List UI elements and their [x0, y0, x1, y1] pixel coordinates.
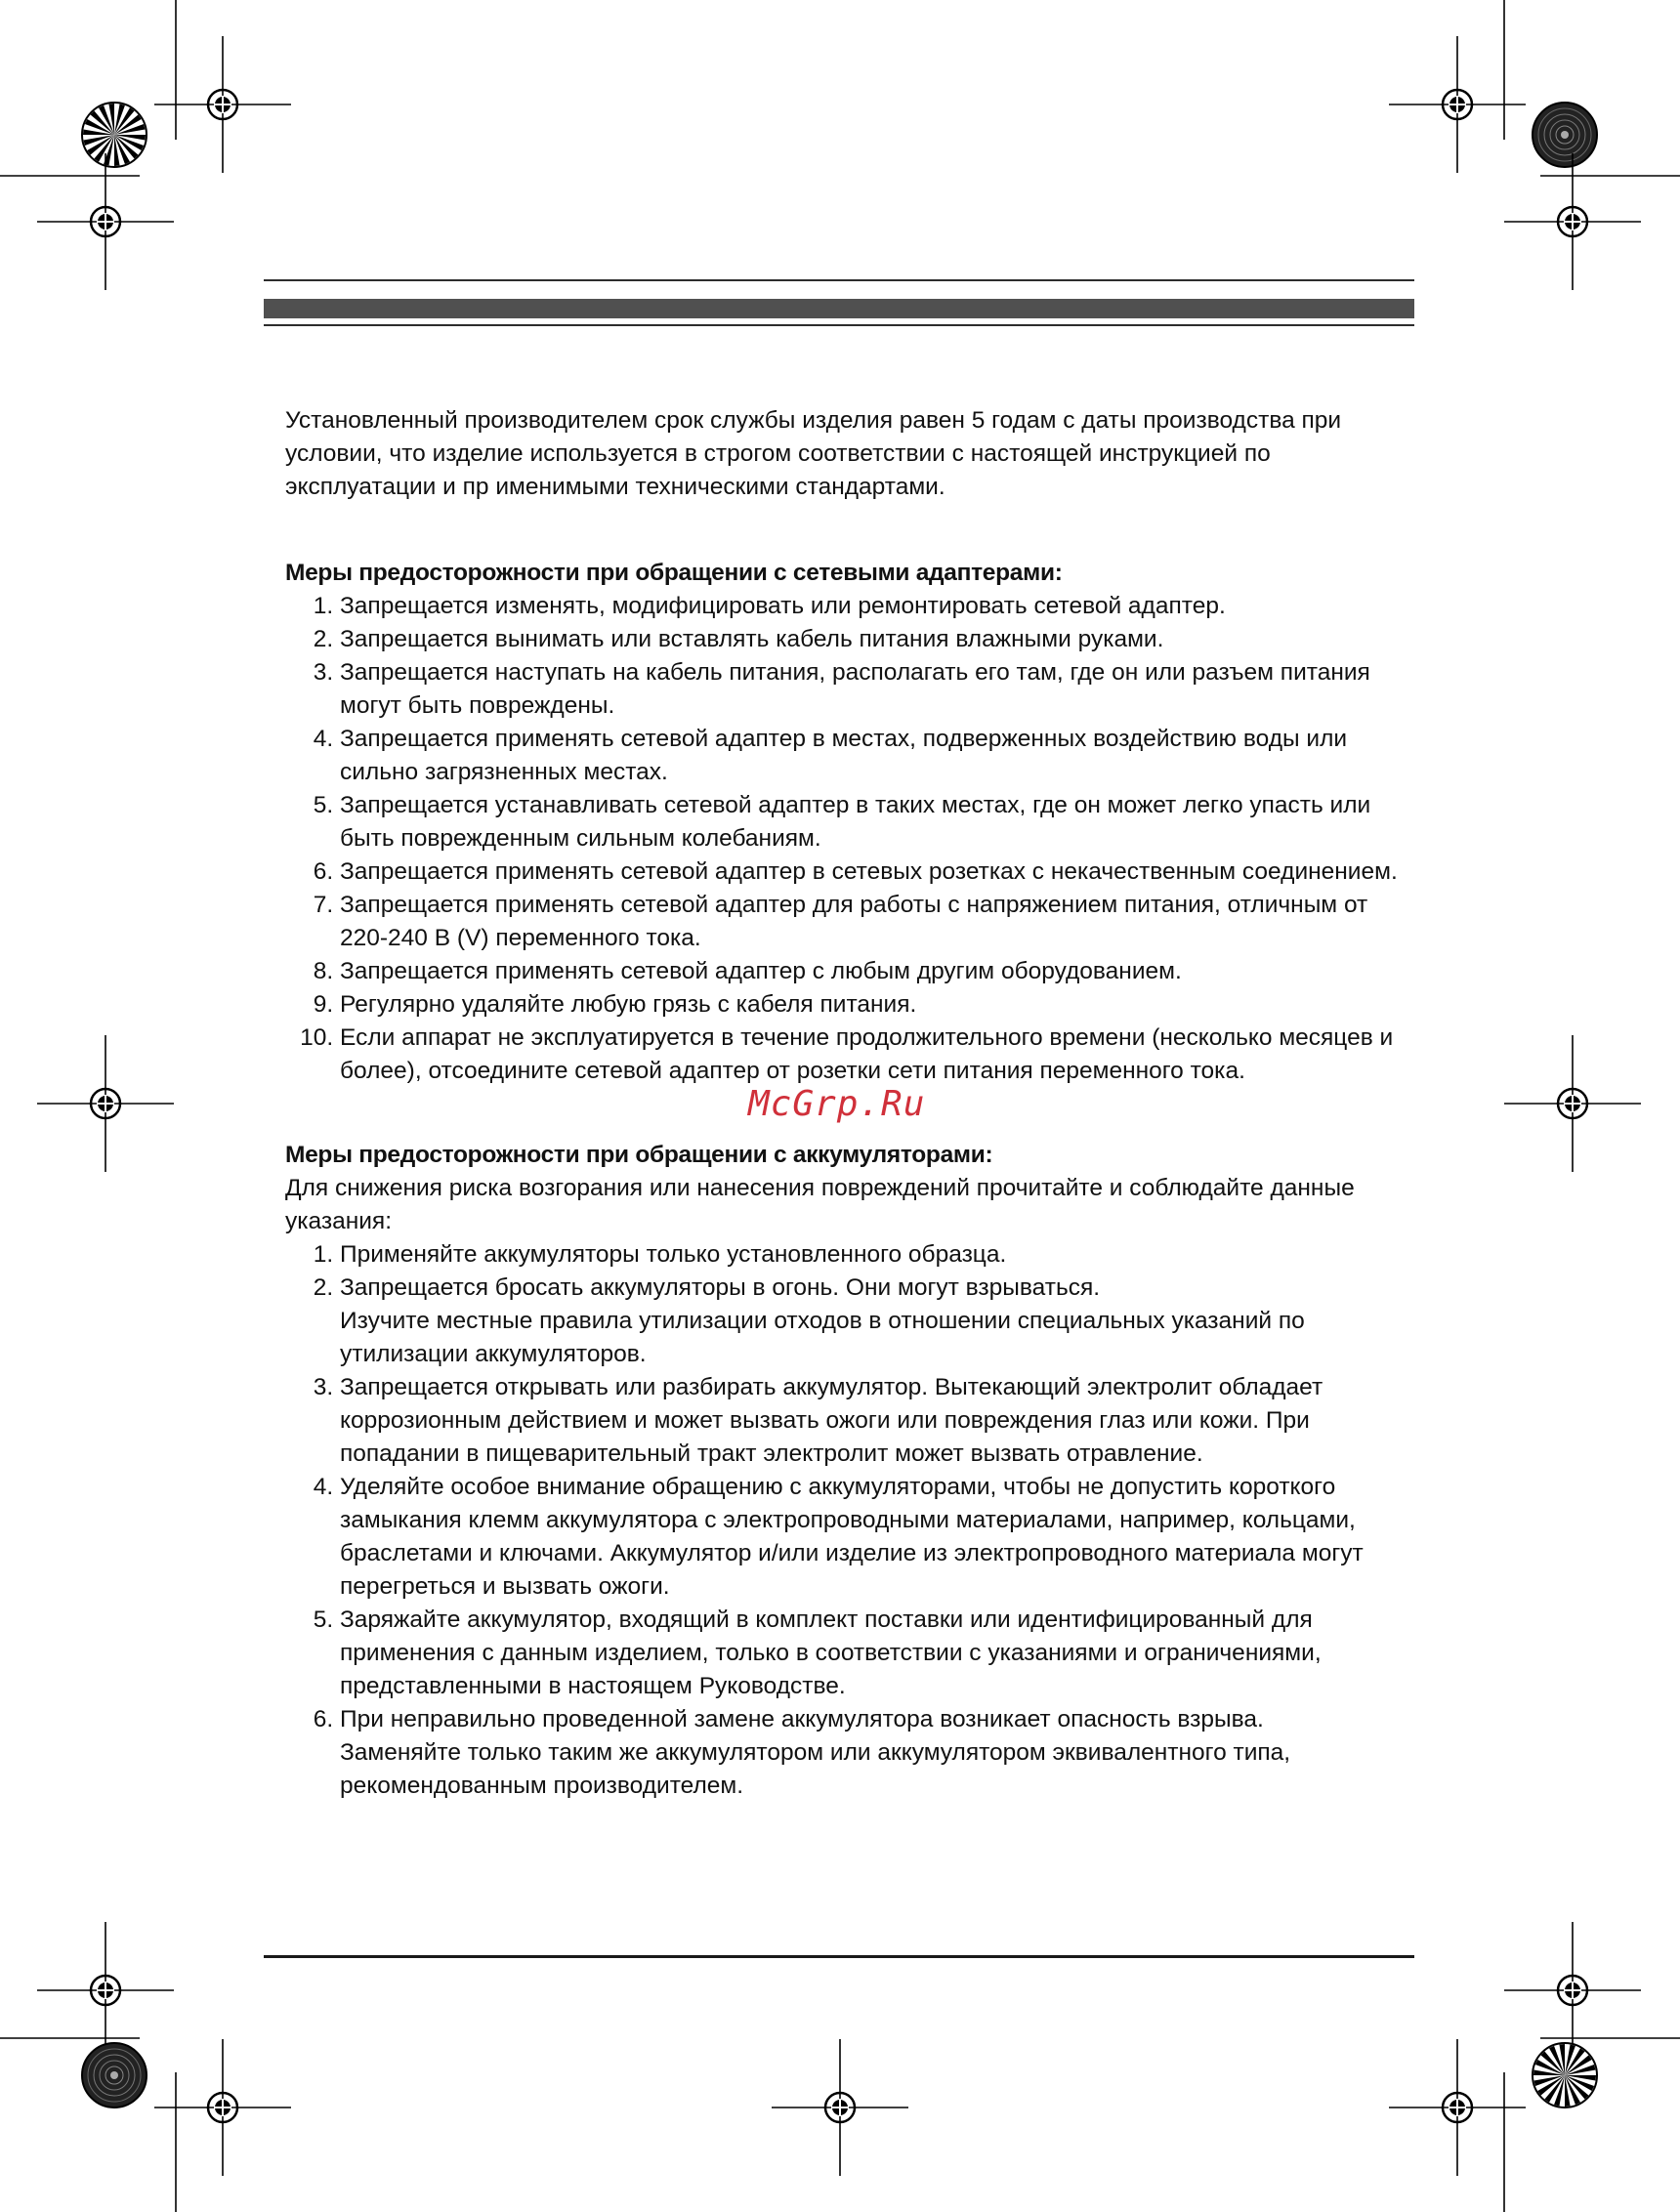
batteries-lead: Для снижения риска возгорания или нанесения повреждений прочитайте и соблюдайте данные указания:	[285, 1175, 1355, 1234]
list-item: 8. Запрещается применять сетевой адаптер с любым другим оборудованием.	[340, 955, 1399, 988]
batteries-list	[285, 1238, 1399, 1803]
list-item-text: Применяйте аккумуляторы только установленного образца.	[340, 1241, 1007, 1268]
list-item	[340, 1272, 1399, 1371]
list-item: 3. Запрещается наступать на кабель питания, располагать его там, где он или разъем питания могут быть повреждены.	[340, 656, 1399, 723]
list-item: 9. Регулярно удаляйте любую грязь с кабеля питания.	[340, 988, 1399, 1022]
adapters-list	[285, 590, 1399, 1088]
list-item	[340, 1703, 1399, 1803]
watermark: McGrp.Ru	[748, 1084, 926, 1124]
list-item: 6. Запрещается применять сетевой адаптер в сетевых розетках с некачественным соединением.	[340, 856, 1399, 889]
list-item	[340, 1238, 1399, 1272]
list-item: 7. Запрещается применять сетевой адаптер для работы с напряжением питания, отличным от 220-240 В (V) переменного тока.	[340, 889, 1399, 955]
list-item-text: Заряжайте аккумулятор, входящий в комплект поставки или идентифицированный для применения с данным изделием, только в соответствии с указаниями и ограничениями, представленными в настоящем Руководстве.	[340, 1607, 1322, 1699]
service-life-paragraph: Установленный производителем срок службы изделия равен 5 годам с даты производства при условии, что изделие используется в строгом соответствии с настоящей инструкцией по эксплуатации и пр именимыми техническими стандартами.	[285, 407, 1342, 500]
list-item	[340, 1604, 1399, 1703]
list-item: 1. Запрещается изменять, модифицировать или ремонтировать сетевой адаптер.	[340, 590, 1399, 623]
list-item-text: Запрещается бросать аккумуляторы в огонь. Они могут взрываться.	[340, 1274, 1101, 1301]
footer-rule	[264, 1955, 1414, 1958]
list-item: 5. Запрещается устанавливать сетевой адаптер в таких местах, где он может легко упасть или быть поврежденным сильным колебаниям.	[340, 789, 1399, 856]
list-item	[340, 1371, 1399, 1471]
header-rule-top	[264, 279, 1414, 281]
adapters-section-title: Меры предосторожности при обращении с сетевыми адаптерами:	[285, 560, 1063, 586]
header-rule-bottom	[264, 324, 1414, 326]
list-item-text: Запрещается открывать или разбирать аккумулятор. Вытекающий электролит обладает коррозионным действием и может вызвать ожоги или повреждения глаз или кожи. При попадании в пищеварительный тракт электролит может вызвать отравление.	[340, 1374, 1323, 1467]
list-item-text: Уделяйте особое внимание обращению с аккумуляторами, чтобы не допустить короткого замыкания клемм аккумулятора с электропроводными материалами, например, кольцами, браслетами и ключами. Аккумулятор и/или изделие из электропроводного материала могут перегреться и вызвать ожоги.	[340, 1474, 1364, 1600]
batteries-section-title: Меры предосторожности при обращении с аккумуляторами:	[285, 1142, 993, 1168]
star-target-top-left	[82, 103, 147, 167]
list-item-text: При неправильно проведенной замене аккумулятора возникает опасность взрыва.	[340, 1706, 1264, 1732]
list-item-extra: Заменяйте только таким же аккумулятором или аккумулятором эквивалентного типа, рекомендованным производителем.	[340, 1739, 1291, 1799]
list-item: 4. Запрещается применять сетевой адаптер в местах, подверженных воздействию воды или сильно загрязненных местах.	[340, 723, 1399, 789]
header-bar	[264, 299, 1414, 318]
list-item	[340, 1471, 1399, 1604]
list-item: 10. Если аппарат не эксплуатируется в течение продолжительного времени (несколько месяцев и более), отсоедините сетевой адаптер от розетки сети питания переменного тока.	[340, 1022, 1399, 1088]
document-body	[285, 404, 1399, 1854]
list-item-extra: Изучите местные правила утилизации отходов в отношении специальных указаний по утилизации аккумуляторов.	[340, 1308, 1305, 1367]
list-item: 2. Запрещается вынимать или вставлять кабель питания влажными руками.	[340, 623, 1399, 656]
